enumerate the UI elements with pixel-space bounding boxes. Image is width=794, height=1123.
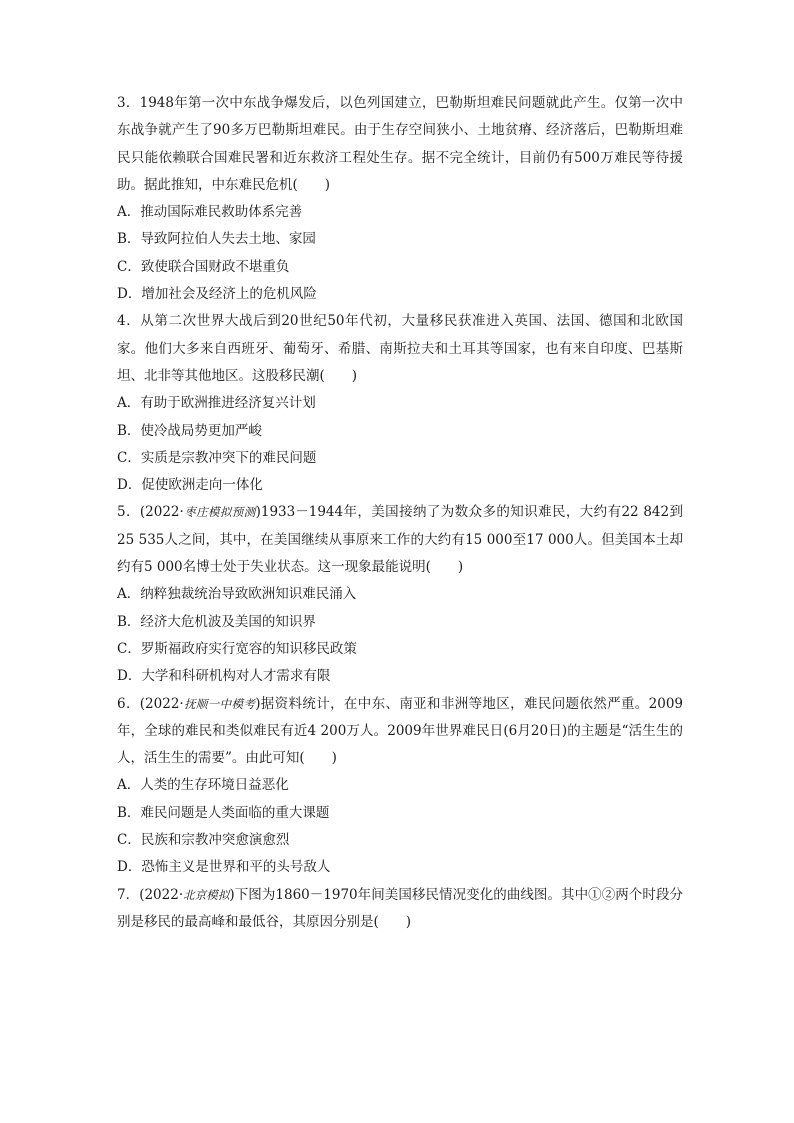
option-c: C．致使联合国财政不堪重负 (117, 258, 290, 275)
question-number: 7．(2022· (117, 886, 184, 903)
question-stem (117, 691, 683, 773)
question-number: 5．(2022· (117, 504, 184, 521)
option-b: B．导致阿拉伯人失去土地、家园 (117, 231, 316, 248)
option-a: A．有助于欧洲推进经济复兴计划 (117, 395, 316, 412)
question-stem: 4．从第二次世界大战后到20世纪50年代初，大量移民获准进入英国、法国、德国和北欧国家。他们大多来自西班牙、葡萄牙、希腊、南斯拉夫和土耳其等国家，也有来自印度、巴基斯坦、北非等其他地区。这股移民潮( ) (117, 313, 683, 384)
question-stem: 3．1948年第一次中东战争爆发后，以色列国建立，巴勒斯坦难民问题就此产生。仅第一次中东战争就产生了90多万巴勒斯坦难民。由于生存空间狭小、土地贫瘠、经济落后，巴勒斯坦难民只能依赖联合国难民署和近东救济工程处生存。据不完全统计，目前仍有500万难民等待援助。据此推知，中东难民危机( ) (117, 95, 683, 193)
question-stem (117, 499, 683, 581)
option-b: B．难民问题是人类面临的重大课题 (117, 804, 330, 821)
question-text: )下图为1860－1970年间美国移民情况变化的曲线图。其中①②两个时段分别是移民的最高峰和最低谷，其原因分别是( ) (117, 886, 684, 930)
question-7 (117, 882, 683, 937)
option-d: D．促使欧洲走向一体化 (117, 477, 263, 494)
question-text: )据资料统计，在中东、南亚和非洲等地区，难民问题依然严重。2009年，全球的难民和类似难民有近4 200万人。2009年世界难民日(6月20日)的主题是“活生生的人，活生生的需要”。由此可知( ) (117, 695, 684, 767)
option-d: D．大学和科研机构对人才需求有限 (117, 668, 331, 685)
option-c: C．罗斯福政府实行宽容的知识移民政策 (117, 640, 357, 657)
question-4 (117, 308, 683, 499)
question-5 (117, 499, 683, 690)
question-source: 北京模拟 (183, 887, 230, 902)
option-b: B．使冷战局势更加严峻 (117, 422, 262, 439)
option-d: D．增加社会及经济上的危机风险 (117, 286, 317, 303)
question-text: )1933－1944年，美国接纳了为数众多的知识难民，大约有22 842到25 535人之间，其中，在美国继续从事原来工作的大约有15 000至17 000人。但美国本土却约有5 000名博士处于失业状态。这一现象最能说明( ) (117, 504, 684, 576)
option-b: B．经济大危机波及美国的知识界 (117, 613, 316, 630)
option-a: A．推动国际难民救助体系完善 (117, 204, 303, 221)
option-c: C．民族和宗教冲突愈演愈烈 (117, 832, 290, 849)
question-6 (117, 691, 683, 882)
question-number: 6．(2022· (117, 695, 184, 712)
question-3 (117, 90, 683, 308)
option-c: C．实质是宗教冲突下的难民问题 (117, 449, 317, 466)
option-a: A．人类的生存环境日益恶化 (117, 777, 289, 794)
question-stem (117, 882, 683, 937)
question-list (117, 90, 683, 936)
question-source: 抚顺一中模考 (183, 696, 256, 711)
option-d: D．恐怖主义是世界和平的头号敌人 (117, 859, 331, 876)
question-source: 枣庄模拟预测 (183, 505, 256, 520)
option-a: A．纳粹独裁统治导致欧洲知识难民涌入 (117, 586, 357, 603)
